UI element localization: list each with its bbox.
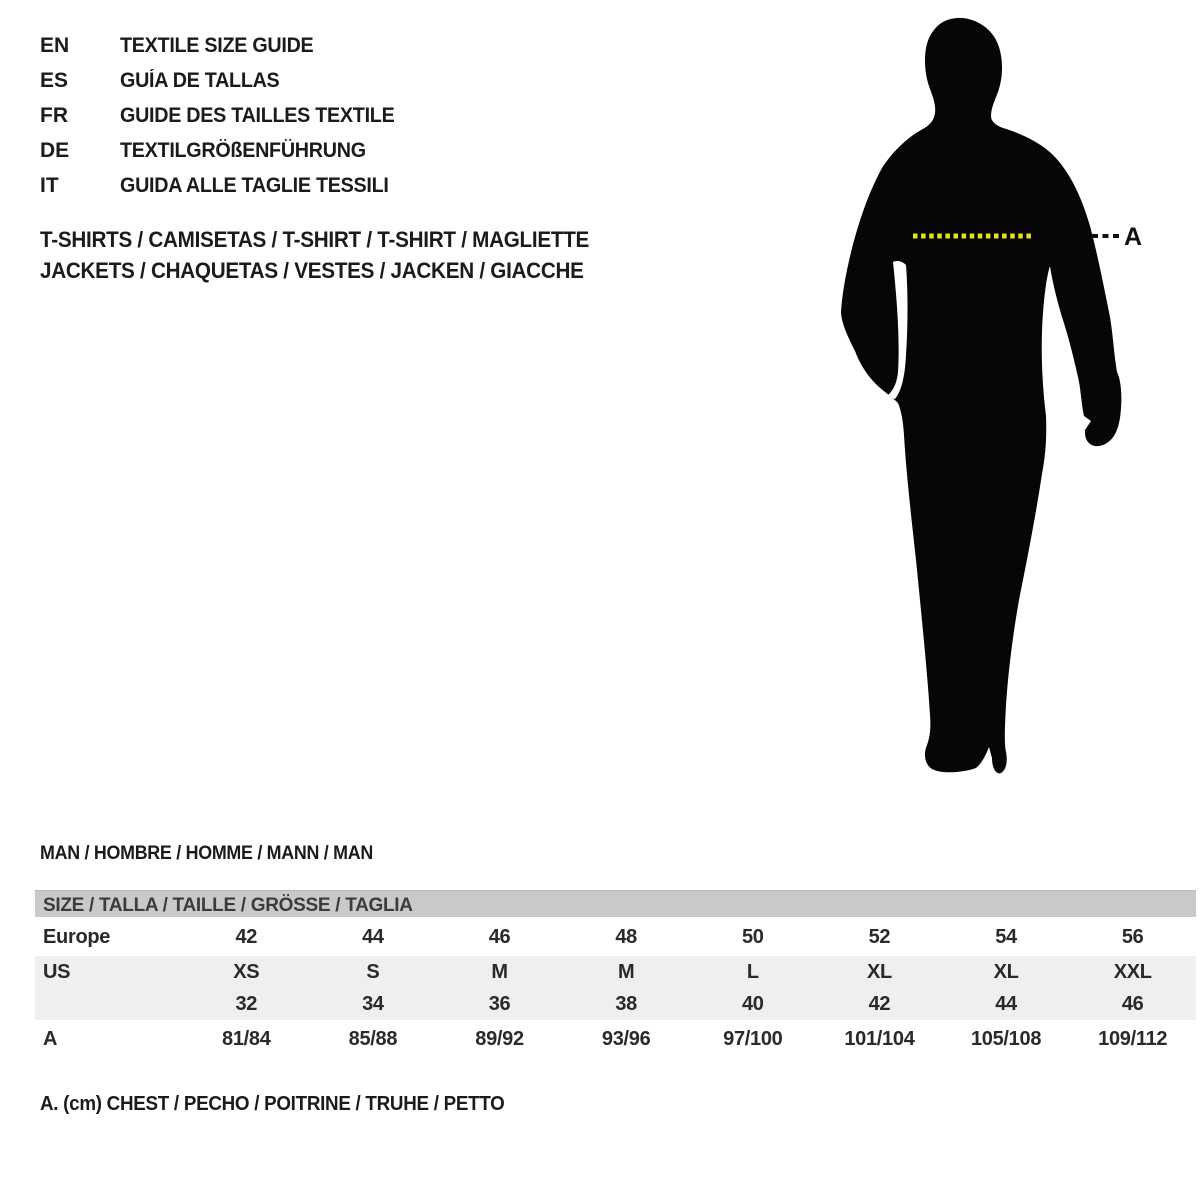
row-label: US — [43, 960, 71, 983]
language-code: ES — [40, 68, 69, 92]
size-cell: S — [366, 960, 380, 983]
row-label: Europe — [43, 926, 111, 948]
silhouette-svg — [810, 5, 1200, 795]
size-cell: 46 — [488, 926, 511, 948]
language-guide-title: GUÍA DE TALLAS — [120, 68, 280, 92]
language-row-it — [40, 168, 412, 203]
size-cell: 97/100 — [723, 1027, 783, 1050]
table-row-us — [35, 956, 1196, 988]
size-cell: XXL — [1113, 960, 1152, 983]
size-cell: M — [491, 960, 508, 983]
language-guide-title: GUIDA ALLE TAGLIE TESSILI — [120, 173, 389, 197]
size-table — [35, 919, 1196, 1058]
row-label — [35, 988, 183, 1020]
measurement-footnote: A. (cm) CHEST / PECHO / POITRINE / TRUHE / PETTO — [40, 1093, 505, 1115]
size-cell: XS — [233, 960, 260, 983]
size-cell: 34 — [362, 992, 384, 1015]
size-cell: 56 — [1121, 926, 1144, 948]
size-cell: 101/104 — [844, 1027, 915, 1050]
row-label: A — [43, 1027, 58, 1050]
size-cell: 109/112 — [1098, 1027, 1168, 1050]
language-guide-title: GUIDE DES TAILLES TEXTILE — [120, 103, 395, 127]
size-cell: L — [746, 960, 759, 983]
size-table-section — [35, 890, 1196, 1058]
measure-label-a: A — [1124, 223, 1143, 251]
language-code: IT — [40, 173, 59, 197]
garment-categories — [40, 224, 624, 286]
size-cell: 54 — [995, 926, 1017, 948]
size-cell: XL — [993, 960, 1019, 983]
language-row-fr — [40, 98, 412, 133]
language-code: DE — [40, 138, 70, 162]
language-row-en — [40, 28, 412, 63]
size-cell: 46 — [1121, 992, 1144, 1015]
size-cell: 40 — [741, 992, 764, 1015]
category-line-tshirts: T-SHIRTS / CAMISETAS / T-SHIRT / T-SHIRT / MAGLIETTE — [40, 227, 590, 252]
size-cell: XL — [866, 960, 892, 983]
man-silhouette-figure — [810, 5, 1200, 795]
size-cell: 89/92 — [475, 1027, 524, 1050]
size-table-header-label: SIZE / TALLA / TAILLE / GRÖSSE / TAGLIA — [43, 895, 413, 916]
size-cell: 36 — [488, 992, 511, 1015]
table-row-europe — [35, 919, 1196, 956]
size-cell: 105/108 — [970, 1027, 1042, 1050]
section-title-man: MAN / HOMBRE / HOMME / MANN / MAN — [40, 843, 373, 864]
size-cell: 52 — [868, 926, 891, 948]
man-silhouette — [841, 18, 1121, 773]
size-cell: 93/96 — [601, 1027, 651, 1050]
size-cell: 32 — [235, 992, 258, 1015]
table-row-chest-measure — [35, 1020, 1196, 1058]
size-cell: 44 — [995, 992, 1017, 1015]
size-cell: 42 — [868, 992, 891, 1015]
category-line-jackets: JACKETS / CHAQUETAS / VESTES / JACKEN / GIACCHE — [40, 258, 584, 283]
size-cell: 42 — [235, 926, 258, 948]
language-row-de — [40, 133, 412, 168]
size-cell: 44 — [362, 926, 384, 948]
language-guide-title: TEXTILE SIZE GUIDE — [120, 33, 314, 57]
size-cell: 38 — [615, 992, 638, 1015]
size-cell: 81/84 — [222, 1027, 271, 1050]
table-row-numeric — [35, 988, 1196, 1020]
size-cell: 48 — [615, 926, 638, 948]
size-cell: 85/88 — [348, 1027, 398, 1050]
language-row-es — [40, 63, 412, 98]
language-guide-list — [40, 28, 412, 203]
size-cell: 50 — [741, 926, 764, 948]
language-code: FR — [40, 103, 68, 127]
size-table-header — [35, 890, 1196, 919]
size-cell: M — [618, 960, 635, 983]
language-guide-title: TEXTILGRÖßENFÜHRUNG — [120, 138, 366, 162]
language-code: EN — [40, 33, 70, 57]
